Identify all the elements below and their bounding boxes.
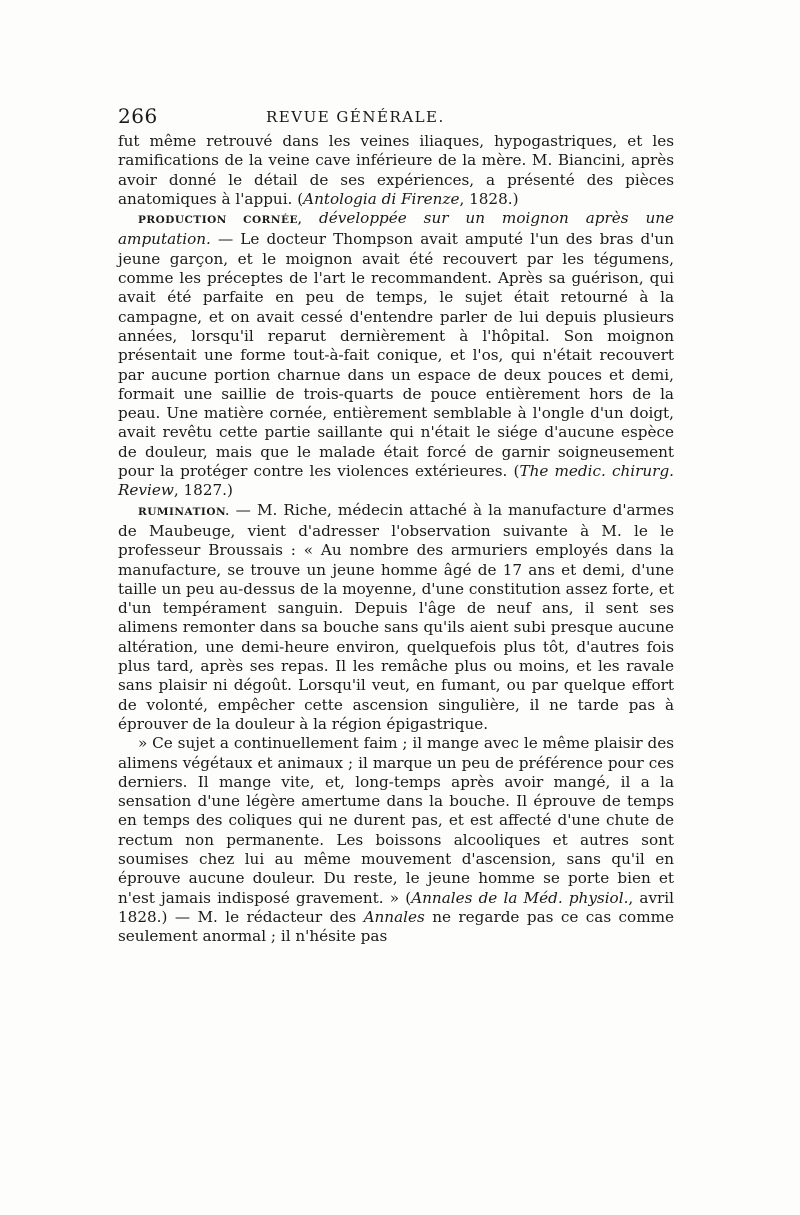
paragraph-production-cornee [118,209,674,500]
running-title: REVUE GÉNÉRALE. [266,108,445,126]
page-number: 266 [118,104,158,128]
source-citation: The medic. chirurg. Review [118,462,674,500]
citation-tail: , 1828.) [459,189,519,208]
paragraph-text: — M. Riche, médecin attaché à la manufacture d'armes de Maubeuge, vient d'adresser l'observation suivante à M. le le professeur Broussais : « Au nombre des armuriers employés dans la manufacture, se trouve un jeune homme âgé de 17 ans et demi, d'une taille un peu au-dessus de la moyenne, d'une constitution assez forte, et d'un tempérament sanguin. Depuis l'âge de neuf ans, il sent ses alimens remonter dans sa bouche sans qu'ils aient subi presque aucune altération, une demi-heure environ, quelquefois plus tôt, d'autres fois plus tard, après ses repas. Il les remâche plus ou moins, et les ravale sans plaisir ni dégoût. Lorsqu'il veut, en fumant, ou par quelque effort de volonté, empêcher cette ascension singulière, il ne tarde pas à éprouver de la douleur à la région épigastrique. [118,500,674,733]
source-citation-short: Annales [363,907,425,926]
paragraph-continuation [118,132,674,209]
section-rubric: RUMINATION. [138,505,230,518]
paragraph-text-end: ne regarde pas ce cas comme seulement anormal ; il n'hésite pas [118,907,674,946]
body-text [118,132,674,946]
paragraph-text: » Ce sujet a continuellement faim ; il mange avec le même plaisir des alimens végétaux et animaux ; il marque un peu de préférence pour ces derniers. Il mange vite, et, long-temps après avoir mangé, il a la sensation d'une légère amertume dans la bouche. Il éprouve de temps en temps des coliques qui ne durent pas, et est affecté d'une chute de rectum non permanente. Les boissons alcooliques et autres sont soumises chez lui au même mouvement d'ascension, sans qu'il en éprouve aucune douleur. Du reste, le jeune homme se porte bien et n'est jamais indisposé gravement. » ( [118,734,674,907]
paragraph-text: — Le docteur Thompson avait amputé l'un des bras d'un jeune garçon, et le moignon avait été recouvert par les tégumens, comme les préceptes de l'art le recommandent. Après sa guérison, qui avait été parfaite en peu de temps, le sujet était retourné à la campagne, et on avait cessé d'entendre parler de lui depuis plusieurs années, lorsqu'il reparut dernièrement à l'hôpital. Son moignon présentait une forme tout-à-fait conique, et l'os, qui n'était recouvert par aucune portion charnue dans un espace de deux pouces et demi, formait une saillie de trois-quarts de pouce entièrement hors de la peau. Une matière cornée, entièrement semblable à l'ongle d'un doigt, avait revêtu cette partie saillante qui n'était le siége d'aucune espèce de douleur, mais que le malade était forcé de garnir soigneusement pour la protéger contre les violences extérieures. ( [118,230,674,481]
citation-tail: , avril 1828.) — M. le rédacteur des [118,888,675,926]
source-citation: Antologia di Firenze [303,189,460,208]
paragraph-rumination [118,501,674,735]
source-citation: Annales de la Méd. physiol. [411,888,629,907]
citation-tail: , 1827.) [173,481,233,500]
section-rubric: PRODUCTION CORNÉE, [138,214,303,227]
section-title: développée sur un moignon après une amputation. [118,209,674,249]
page-header [118,104,673,130]
paragraph-text: fut même retrouvé dans les veines iliaques, hypogastriques, et les ramifications de la veine cave inférieure de la mère. M. Biancini, après avoir donné le détail de ses expériences, a présenté des pièces anatomiques à l'appui. ( [118,132,674,208]
paragraph-quote-continued [118,734,674,946]
